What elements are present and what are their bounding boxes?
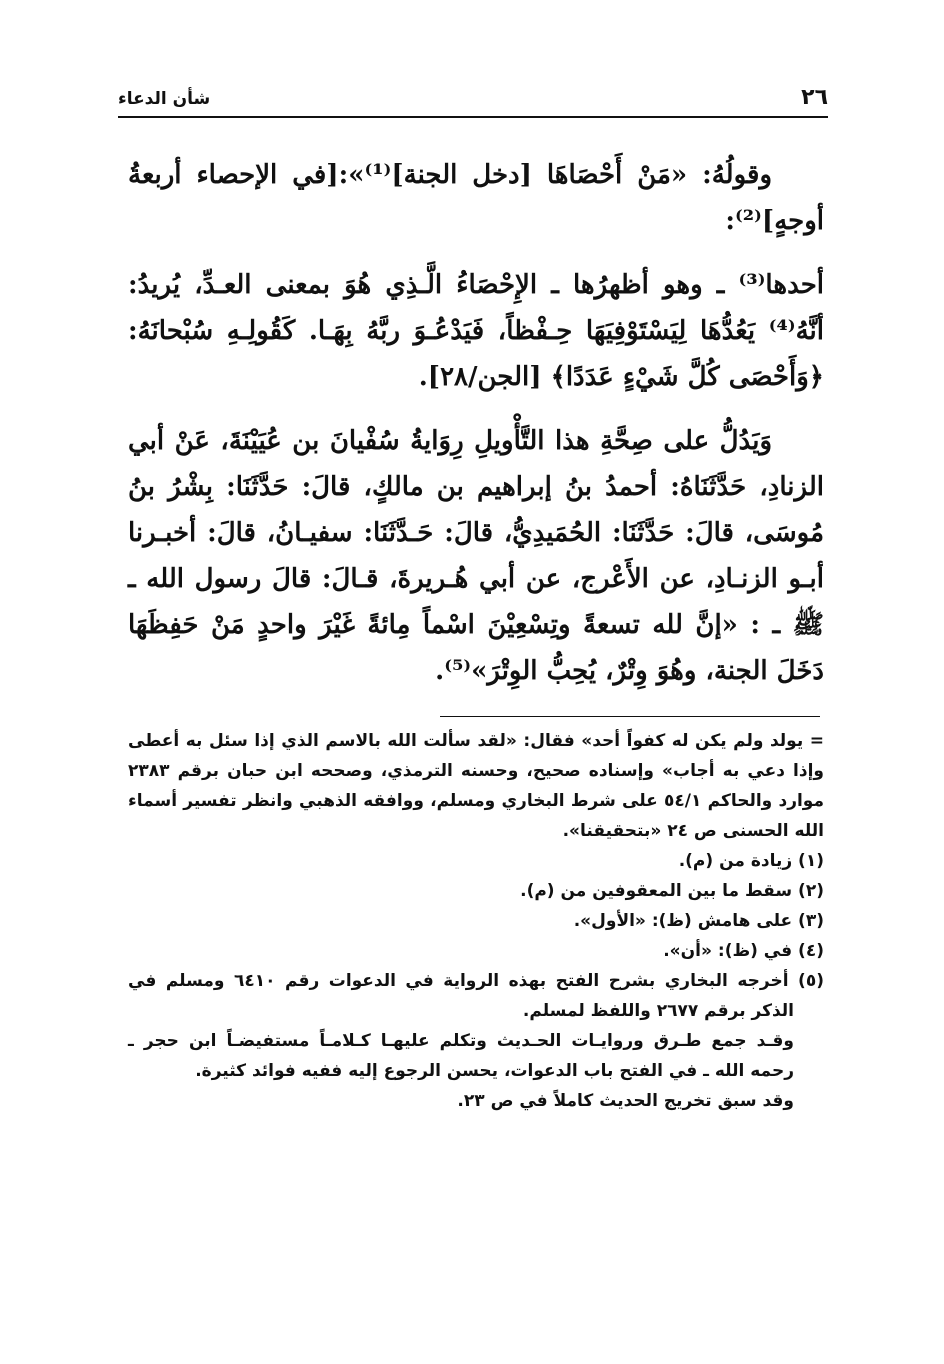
footnote-4: (٤) في (ظ): «أن».	[663, 941, 824, 961]
page-number: ٢٦	[801, 85, 828, 110]
footnote-2: (٢) سقط ما بين المعقوفين من (م).	[520, 881, 824, 901]
body-paragraph-1: وقولُهُ: «مَنْ أَحْصَاهَا [دخل الجنة]⁽¹⁾»:[في الإحصاء أربعةُ أوجهٍ]⁽²⁾:	[128, 160, 824, 236]
body-paragraph-2: أحدها⁽³⁾ ـ وهو أظهرُها ـ الإِحْصَاءُ الَّـذِي هُوَ بمعنى العـدِّ، يُريدُ: أنَّهُ⁽⁴⁾ يَعُدُّهَا لِيَسْتَوْفِيَهَا حِـفْظاً، فَيَدْعُـوَ ربَّهُ بِهَـا. كَقُولِـهِ سُبْحانَهُ: ﴿وَأَحْصَى كُلَّ شَيْءٍ عَدَدًا﴾ [الجن/٢٨].	[128, 270, 825, 392]
body-paragraph-3: وَيَدُلُّ على صِحَّةِ هذا التَّأْويلِ رِوَايةُ سُفْيانَ بن عُيَيْنَةَ، عَنْ أبي الزنادِ، حَدَّثَنَاهُ: أحمدُ بنُ إبراهيم بن مالكٍ، قالَ: حَدَّثَنَا: بِشْرُ بنُ مُوسَى، قالَ: حَدَّثَنَا: الحُمَيدِيُّ، قالَ: حَـدَّثَنَا: سفيـانُ، قالَ: أخبـرنا أبـو الزنـادِ، عن الأَعْرج، عن أبي هُـريرةَ، قـالَ: قالَ رسول الله ـ ﷺ ـ : «إنَّ لله تسعةً وتِسْعِيْنَ اسْماً مِائةً غَيْرَ واحدٍ مَنْ حَفِظَهَا دَخَلَ الجنة، وهُوَ وِتْرٌ، يُحِبُّ الوِتْرَ»⁽⁵⁾.	[128, 426, 824, 686]
main-text	[128, 152, 824, 694]
footnote-3: (٣) على هامش (ظ): «الأول».	[573, 911, 824, 931]
footnote-carryover: = يولد ولم يكن له كفواً أحد» فقال: «لقد سألت الله بالاسم الذي إذا سئل به أعطى وإذا دعي به أجاب» وإسناده صحيح، وحسنه الترمذي، وصححه ابن حبان برقم ٢٣٨٣ موارد والحاكم ٥٤/١ على شرط البخاري ومسلم، ووافقه الذهبي وانظر تفسير أسماء الله الحسنى ص ٢٤ «بتحقيقنا».	[128, 731, 824, 841]
footnote-5: (٥) أخرجه البخاري بشرح الفتح بهذه الرواية في الدعوات رقم ٦٤١٠ ومسلم في الذكر برقم ٢٦٧٧ واللفظ لمسلم.	[128, 971, 824, 1021]
footnote-1: (١) زيادة من (م).	[678, 851, 824, 871]
footnote-separator	[440, 716, 820, 717]
footnote-5-continuation: وقـد جمع طـرق وروايـات الحـديث وتكلم عليهـا كـلامـاً مستفيضـاً ابن حجر ـ رحمه الله ـ في الفتح باب الدعوات، يحسن الرجوع إليه ففيه فوائد كثيرة.	[128, 1031, 794, 1081]
running-title: شأن الدعاء	[118, 89, 211, 109]
footnotes	[128, 726, 824, 1116]
footnote-5-final: وقد سبق تخريج الحديث كاملاً في ص ٢٣.	[457, 1091, 794, 1111]
page-header	[118, 84, 828, 112]
header-rule	[118, 116, 828, 118]
